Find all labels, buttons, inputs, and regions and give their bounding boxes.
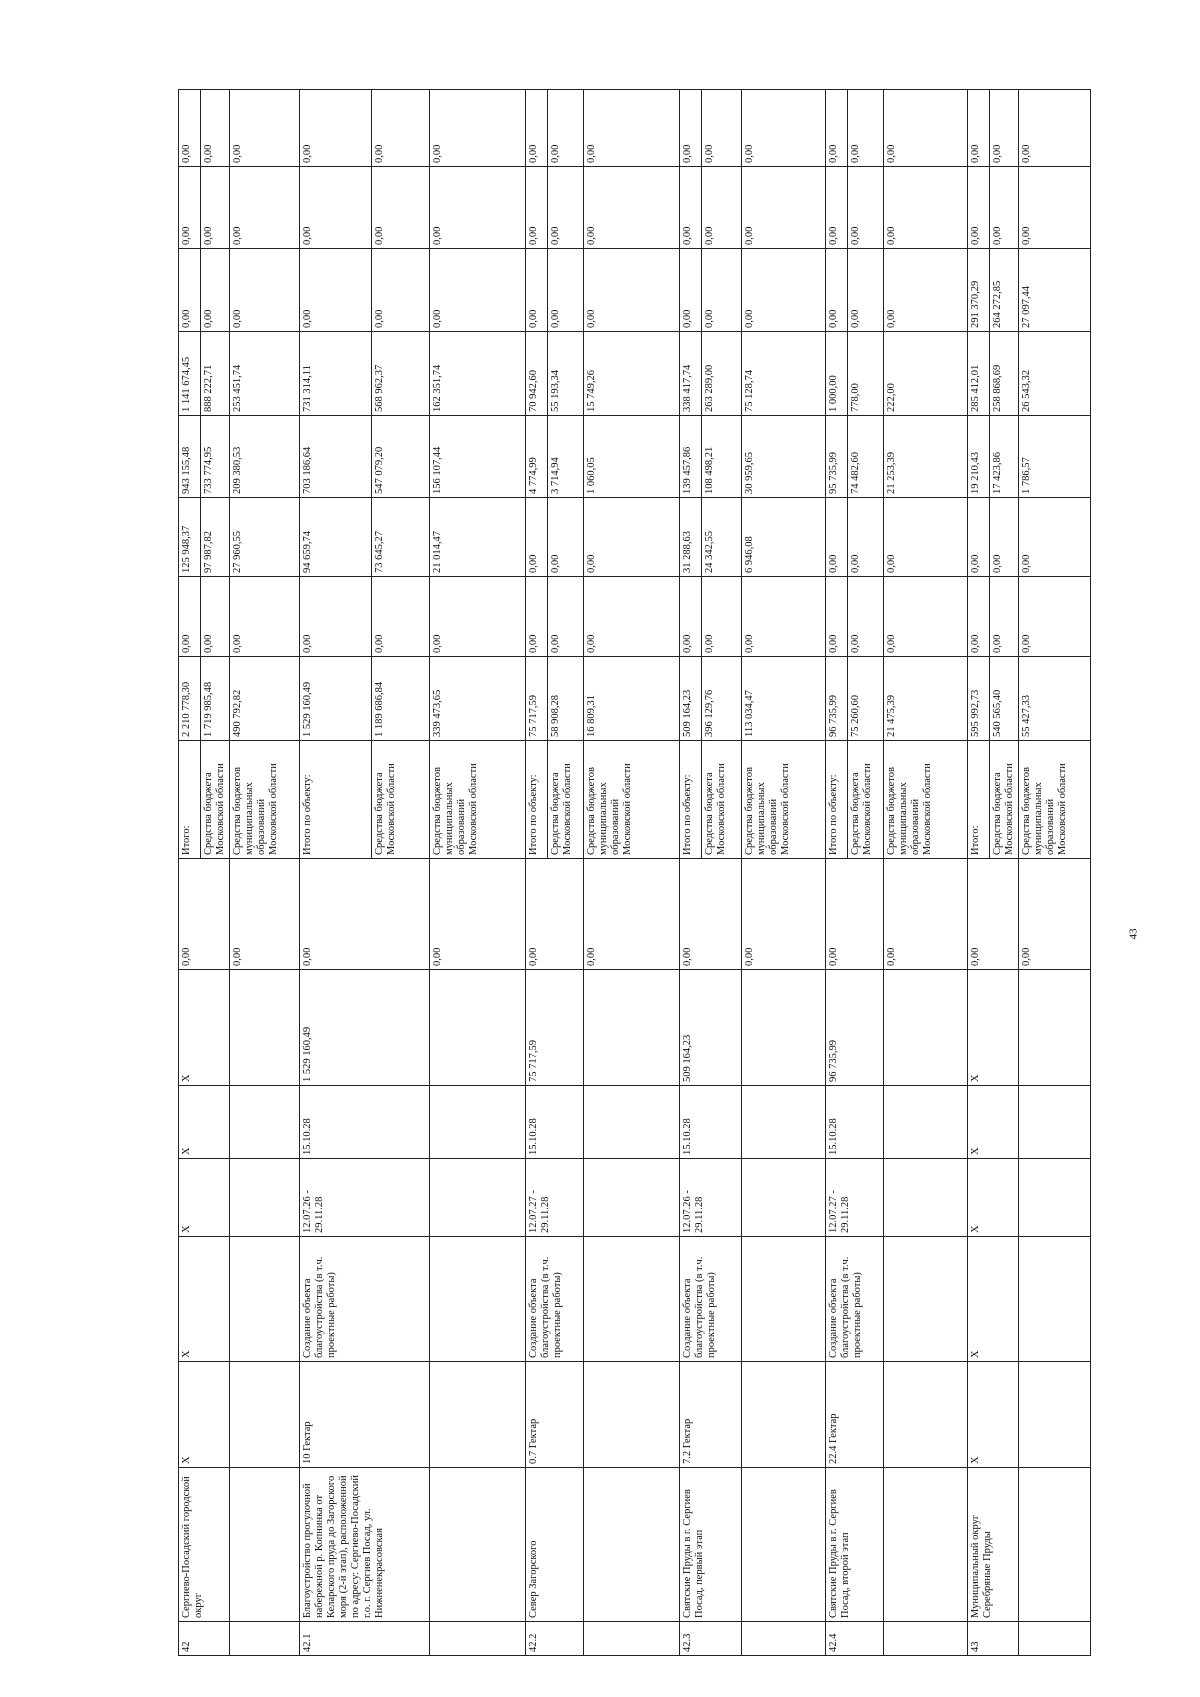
amount-y2: 31 288,63 bbox=[680, 498, 702, 577]
commission-date: 15.10.28 bbox=[526, 1086, 584, 1159]
amount-total: 96 735,99 bbox=[826, 657, 848, 741]
object-name: Святские Пруды в г. Сергиев Посад, второй этап bbox=[826, 1468, 884, 1622]
amount-y6: 0,00 bbox=[680, 167, 702, 249]
amount-y1: 0,00 bbox=[201, 577, 230, 657]
work-type: Создание объекта благоустройства (в т.ч. проектные работы) bbox=[300, 1237, 430, 1362]
object-name: Сергиево-Посадский городской округ bbox=[179, 1468, 230, 1622]
amount-y1: 0,00 bbox=[884, 577, 968, 657]
empty-cell bbox=[742, 1468, 826, 1622]
amount-y1: 0,00 bbox=[1019, 577, 1091, 657]
amount-total: 2 210 778,30 bbox=[179, 657, 201, 741]
row-number: 42.1 bbox=[300, 1622, 430, 1656]
empty-cell bbox=[584, 1622, 680, 1656]
object-name: Святские Пруды в г. Сергиев Посад, первый этап bbox=[680, 1468, 742, 1622]
amount-y3: 209 380,53 bbox=[230, 416, 300, 498]
financed-cell: 0,00 bbox=[179, 859, 230, 970]
table-row bbox=[230, 90, 300, 1656]
empty-cell bbox=[584, 1086, 680, 1159]
commission-date: 15.10.28 bbox=[826, 1086, 884, 1159]
amount-y4: 55 193,34 bbox=[548, 332, 584, 416]
amount-total: 1 529 160,49 bbox=[300, 657, 372, 741]
amount-y3: 4 774,99 bbox=[526, 416, 548, 498]
object-name: Благоустройство прогулочной набережной р. Копнинка от Келарского пруда до Загорского моря (2-й этап), расположенной по адресу: Сергиево-Посадский г.о. г. Сергиев Посад, ул. Нижненекрасовская bbox=[300, 1468, 430, 1622]
financed-cell: 0,00 bbox=[742, 859, 826, 970]
amount-y3: 108 498,21 bbox=[702, 416, 742, 498]
amount-y6: 0,00 bbox=[742, 167, 826, 249]
row-number: 42 bbox=[179, 1622, 230, 1656]
amount-y5: 0,00 bbox=[702, 249, 742, 332]
empty-cell bbox=[230, 1237, 300, 1362]
amount-y7: 0,00 bbox=[1019, 90, 1091, 167]
amount-y5: 0,00 bbox=[826, 249, 848, 332]
amount-y5: 0,00 bbox=[680, 249, 702, 332]
commission-date: Х bbox=[179, 1086, 230, 1159]
object-cost: 96 735,99 bbox=[826, 970, 884, 1086]
work-dates: 12.07.27 - 29.11.28 bbox=[526, 1159, 584, 1237]
row-number: 43 bbox=[968, 1622, 1019, 1656]
funding-source: Средства бюджетов муниципальных образований Московской области bbox=[230, 741, 300, 859]
capacity: 7.2 Гектар bbox=[680, 1362, 742, 1468]
amount-total: 113 034,47 bbox=[742, 657, 826, 741]
amount-y4: 15 749,26 bbox=[584, 332, 680, 416]
row-number: 42.4 bbox=[826, 1622, 884, 1656]
empty-cell bbox=[1019, 1362, 1091, 1468]
amount-y6: 0,00 bbox=[584, 167, 680, 249]
amount-y2: 0,00 bbox=[990, 498, 1019, 577]
empty-cell bbox=[584, 970, 680, 1086]
amount-y3: 17 423,86 bbox=[990, 416, 1019, 498]
amount-y4: 258 868,69 bbox=[990, 332, 1019, 416]
empty-cell bbox=[1019, 1159, 1091, 1237]
amount-y1: 0,00 bbox=[742, 577, 826, 657]
page-number: 43 bbox=[1127, 928, 1140, 940]
financed-cell: 0,00 bbox=[968, 859, 1019, 970]
amount-y7: 0,00 bbox=[526, 90, 548, 167]
capacity: 10 Гектар bbox=[300, 1362, 430, 1468]
capacity: Х bbox=[968, 1362, 1019, 1468]
amount-y6: 0,00 bbox=[990, 167, 1019, 249]
amount-y1: 0,00 bbox=[584, 577, 680, 657]
table-row bbox=[430, 90, 526, 1656]
amount-y5: 0,00 bbox=[430, 249, 526, 332]
amount-y4: 222,00 bbox=[884, 332, 968, 416]
amount-total: 509 164,23 bbox=[680, 657, 702, 741]
amount-y4: 1 000,00 bbox=[826, 332, 848, 416]
empty-cell bbox=[884, 1086, 968, 1159]
funding-source: Итого: bbox=[968, 741, 990, 859]
empty-cell bbox=[1019, 1468, 1091, 1622]
amount-y7: 0,00 bbox=[848, 90, 884, 167]
amount-y4: 75 128,74 bbox=[742, 332, 826, 416]
amount-y1: 0,00 bbox=[968, 577, 990, 657]
work-type: Создание объекта благоустройства (в т.ч. проектные работы) bbox=[526, 1237, 584, 1362]
amount-y1: 0,00 bbox=[826, 577, 848, 657]
object-cost: 1 529 160,49 bbox=[300, 970, 430, 1086]
empty-cell bbox=[884, 1237, 968, 1362]
table-row bbox=[742, 90, 826, 1656]
amount-y7: 0,00 bbox=[990, 90, 1019, 167]
empty-cell bbox=[584, 1159, 680, 1237]
amount-y7: 0,00 bbox=[884, 90, 968, 167]
empty-cell bbox=[430, 1086, 526, 1159]
empty-cell bbox=[742, 1362, 826, 1468]
funding-source: Средства бюджета Московской области bbox=[372, 741, 430, 859]
amount-y4: 162 351,74 bbox=[430, 332, 526, 416]
amount-y3: 139 457,86 bbox=[680, 416, 702, 498]
amount-y3: 1 060,05 bbox=[584, 416, 680, 498]
amount-y2: 94 659,74 bbox=[300, 498, 372, 577]
amount-y6: 0,00 bbox=[430, 167, 526, 249]
amount-y2: 0,00 bbox=[584, 498, 680, 577]
financed-cell: 0,00 bbox=[230, 859, 300, 970]
empty-cell bbox=[742, 1086, 826, 1159]
empty-cell bbox=[230, 1086, 300, 1159]
table-row bbox=[1019, 90, 1091, 1656]
amount-total: 58 908,28 bbox=[548, 657, 584, 741]
table-row bbox=[826, 90, 848, 1656]
empty-cell bbox=[742, 1622, 826, 1656]
amount-y1: 0,00 bbox=[848, 577, 884, 657]
amount-y4: 263 289,00 bbox=[702, 332, 742, 416]
funding-source: Средства бюджетов муниципальных образований Московской области bbox=[584, 741, 680, 859]
amount-y7: 0,00 bbox=[179, 90, 201, 167]
amount-y1: 0,00 bbox=[990, 577, 1019, 657]
object-cost: Х bbox=[968, 970, 1019, 1086]
amount-y6: 0,00 bbox=[300, 167, 372, 249]
amount-y5: 0,00 bbox=[300, 249, 372, 332]
amount-y7: 0,00 bbox=[548, 90, 584, 167]
amount-y4: 26 543,32 bbox=[1019, 332, 1091, 416]
amount-total: 16 809,31 bbox=[584, 657, 680, 741]
financed-cell: 0,00 bbox=[884, 859, 968, 970]
amount-y4: 888 222,71 bbox=[201, 332, 230, 416]
commission-date: 15.10.28 bbox=[680, 1086, 742, 1159]
funding-source: Средства бюджетов муниципальных образований Московской области bbox=[430, 741, 526, 859]
amount-total: 490 792,82 bbox=[230, 657, 300, 741]
empty-cell bbox=[584, 1362, 680, 1468]
amount-y2: 21 014,47 bbox=[430, 498, 526, 577]
object-cost: 75 717,59 bbox=[526, 970, 584, 1086]
table-row bbox=[300, 90, 372, 1656]
amount-y1: 0,00 bbox=[179, 577, 201, 657]
funding-source: Итого по объекту: bbox=[680, 741, 702, 859]
financed-cell: 0,00 bbox=[680, 859, 742, 970]
amount-y2: 0,00 bbox=[548, 498, 584, 577]
empty-cell bbox=[430, 970, 526, 1086]
empty-cell bbox=[742, 1159, 826, 1237]
amount-total: 55 427,33 bbox=[1019, 657, 1091, 741]
amount-y5: 0,00 bbox=[848, 249, 884, 332]
object-name: Север Загорского bbox=[526, 1468, 584, 1622]
empty-cell bbox=[230, 1159, 300, 1237]
empty-cell bbox=[1019, 1086, 1091, 1159]
empty-cell bbox=[884, 1159, 968, 1237]
financed-cell: 0,00 bbox=[526, 859, 584, 970]
funding-source: Средства бюджета Московской области bbox=[990, 741, 1019, 859]
amount-y2: 0,00 bbox=[1019, 498, 1091, 577]
amount-y3: 19 210,43 bbox=[968, 416, 990, 498]
empty-cell bbox=[430, 1622, 526, 1656]
amount-y7: 0,00 bbox=[702, 90, 742, 167]
amount-y7: 0,00 bbox=[430, 90, 526, 167]
amount-y5: 0,00 bbox=[372, 249, 430, 332]
capacity: 22.4 Гектар bbox=[826, 1362, 884, 1468]
amount-y1: 0,00 bbox=[702, 577, 742, 657]
amount-y3: 74 482,60 bbox=[848, 416, 884, 498]
amount-y6: 0,00 bbox=[179, 167, 201, 249]
table-row bbox=[179, 90, 201, 1656]
work-dates: 12.07.27 - 29.11.28 bbox=[826, 1159, 884, 1237]
amount-y5: 0,00 bbox=[526, 249, 548, 332]
financing-table bbox=[178, 89, 1091, 1656]
amount-y2: 125 948,37 bbox=[179, 498, 201, 577]
amount-y5: 27 097,44 bbox=[1019, 249, 1091, 332]
amount-y2: 6 946,08 bbox=[742, 498, 826, 577]
work-dates: 12.07.26 - 29.11.28 bbox=[680, 1159, 742, 1237]
amount-y1: 0,00 bbox=[300, 577, 372, 657]
funding-source: Итого по объекту: bbox=[300, 741, 372, 859]
amount-y7: 0,00 bbox=[300, 90, 372, 167]
amount-y5: 0,00 bbox=[201, 249, 230, 332]
funding-source: Средства бюджетов муниципальных образований Московской области bbox=[1019, 741, 1091, 859]
amount-y5: 264 272,85 bbox=[990, 249, 1019, 332]
amount-y3: 95 735,99 bbox=[826, 416, 848, 498]
work-dates: 12.07.26 - 29.11.28 bbox=[300, 1159, 430, 1237]
empty-cell bbox=[1019, 970, 1091, 1086]
empty-cell bbox=[230, 1622, 300, 1656]
empty-cell bbox=[884, 1468, 968, 1622]
empty-cell bbox=[884, 970, 968, 1086]
amount-y3: 21 253,39 bbox=[884, 416, 968, 498]
empty-cell bbox=[884, 1362, 968, 1468]
amount-y6: 0,00 bbox=[968, 167, 990, 249]
amount-y4: 70 942,60 bbox=[526, 332, 548, 416]
amount-y2: 0,00 bbox=[526, 498, 548, 577]
amount-y6: 0,00 bbox=[826, 167, 848, 249]
amount-y4: 1 141 674,45 bbox=[179, 332, 201, 416]
object-cost: Х bbox=[179, 970, 230, 1086]
amount-y5: 0,00 bbox=[742, 249, 826, 332]
commission-date: 15.10.28 bbox=[300, 1086, 430, 1159]
amount-y6: 0,00 bbox=[230, 167, 300, 249]
amount-y7: 0,00 bbox=[680, 90, 702, 167]
table-row bbox=[584, 90, 680, 1656]
funding-source: Средства бюджета Московской области bbox=[848, 741, 884, 859]
financed-cell: 0,00 bbox=[584, 859, 680, 970]
empty-cell bbox=[230, 1468, 300, 1622]
amount-y1: 0,00 bbox=[430, 577, 526, 657]
table-row bbox=[526, 90, 548, 1656]
amount-y1: 0,00 bbox=[372, 577, 430, 657]
amount-y5: 0,00 bbox=[884, 249, 968, 332]
amount-y5: 0,00 bbox=[584, 249, 680, 332]
funding-source: Средства бюджетов муниципальных образований Московской области bbox=[742, 741, 826, 859]
capacity: Х bbox=[179, 1362, 230, 1468]
amount-y1: 0,00 bbox=[548, 577, 584, 657]
financed-cell: 0,00 bbox=[300, 859, 430, 970]
amount-y3: 156 107,44 bbox=[430, 416, 526, 498]
amount-y6: 0,00 bbox=[526, 167, 548, 249]
work-type: Создание объекта благоустройства (в т.ч. проектные работы) bbox=[680, 1237, 742, 1362]
funding-source: Средства бюджета Московской области bbox=[201, 741, 230, 859]
amount-y1: 0,00 bbox=[680, 577, 702, 657]
amount-total: 75 717,59 bbox=[526, 657, 548, 741]
funding-source: Средства бюджета Московской области bbox=[702, 741, 742, 859]
empty-cell bbox=[742, 1237, 826, 1362]
work-dates: Х bbox=[179, 1159, 230, 1237]
amount-y2: 97 987,82 bbox=[201, 498, 230, 577]
empty-cell bbox=[230, 1362, 300, 1468]
empty-cell bbox=[430, 1237, 526, 1362]
funding-source: Итого по объекту: bbox=[826, 741, 848, 859]
amount-y2: 24 342,55 bbox=[702, 498, 742, 577]
amount-total: 1 719 985,48 bbox=[201, 657, 230, 741]
amount-y3: 1 786,57 bbox=[1019, 416, 1091, 498]
amount-total: 1 189 686,84 bbox=[372, 657, 430, 741]
empty-cell bbox=[884, 1622, 968, 1656]
amount-y3: 703 186,64 bbox=[300, 416, 372, 498]
amount-y2: 27 960,55 bbox=[230, 498, 300, 577]
amount-y7: 0,00 bbox=[826, 90, 848, 167]
financed-cell: 0,00 bbox=[430, 859, 526, 970]
table-row bbox=[968, 90, 990, 1656]
amount-y4: 568 962,37 bbox=[372, 332, 430, 416]
amount-y1: 0,00 bbox=[230, 577, 300, 657]
table-row bbox=[680, 90, 702, 1656]
amount-y1: 0,00 bbox=[526, 577, 548, 657]
amount-y4: 731 314,11 bbox=[300, 332, 372, 416]
amount-y5: 0,00 bbox=[179, 249, 201, 332]
funding-source: Итого: bbox=[179, 741, 201, 859]
work-type: Х bbox=[968, 1237, 1019, 1362]
amount-y7: 0,00 bbox=[372, 90, 430, 167]
amount-y7: 0,00 bbox=[201, 90, 230, 167]
amount-y3: 943 155,48 bbox=[179, 416, 201, 498]
empty-cell bbox=[742, 970, 826, 1086]
amount-y2: 73 645,27 bbox=[372, 498, 430, 577]
financed-cell: 0,00 bbox=[826, 859, 884, 970]
amount-y5: 291 370,29 bbox=[968, 249, 990, 332]
table-row bbox=[884, 90, 968, 1656]
funding-source: Средства бюджетов муниципальных образований Московской области bbox=[884, 741, 968, 859]
amount-total: 339 473,65 bbox=[430, 657, 526, 741]
work-dates: Х bbox=[968, 1159, 1019, 1237]
row-number: 42.2 bbox=[526, 1622, 584, 1656]
amount-y5: 0,00 bbox=[548, 249, 584, 332]
amount-total: 595 992,73 bbox=[968, 657, 990, 741]
amount-y3: 30 959,65 bbox=[742, 416, 826, 498]
funding-source: Итого по объекту: bbox=[526, 741, 548, 859]
amount-y4: 253 451,74 bbox=[230, 332, 300, 416]
work-type: Х bbox=[179, 1237, 230, 1362]
empty-cell bbox=[230, 970, 300, 1086]
amount-y6: 0,00 bbox=[702, 167, 742, 249]
empty-cell bbox=[584, 1468, 680, 1622]
empty-cell bbox=[430, 1362, 526, 1468]
amount-y2: 0,00 bbox=[884, 498, 968, 577]
empty-cell bbox=[430, 1468, 526, 1622]
amount-y6: 0,00 bbox=[884, 167, 968, 249]
amount-y6: 0,00 bbox=[372, 167, 430, 249]
amount-y2: 0,00 bbox=[826, 498, 848, 577]
financed-cell: 0,00 bbox=[1019, 859, 1091, 970]
amount-total: 396 129,76 bbox=[702, 657, 742, 741]
empty-cell bbox=[1019, 1622, 1091, 1656]
amount-y6: 0,00 bbox=[1019, 167, 1091, 249]
funding-source: Средства бюджета Московской области bbox=[548, 741, 584, 859]
empty-cell bbox=[430, 1159, 526, 1237]
amount-total: 540 565,40 bbox=[990, 657, 1019, 741]
amount-y3: 733 774,95 bbox=[201, 416, 230, 498]
amount-y5: 0,00 bbox=[230, 249, 300, 332]
amount-y7: 0,00 bbox=[742, 90, 826, 167]
work-type: Создание объекта благоустройства (в т.ч. проектные работы) bbox=[826, 1237, 884, 1362]
rotated-page-content bbox=[178, 90, 1068, 1656]
row-number: 42.3 bbox=[680, 1622, 742, 1656]
capacity: 0.7 Гектар bbox=[526, 1362, 584, 1468]
amount-y3: 547 079,20 bbox=[372, 416, 430, 498]
empty-cell bbox=[584, 1237, 680, 1362]
amount-y6: 0,00 bbox=[201, 167, 230, 249]
amount-y4: 338 417,74 bbox=[680, 332, 702, 416]
amount-total: 75 260,60 bbox=[848, 657, 884, 741]
amount-y7: 0,00 bbox=[230, 90, 300, 167]
amount-y4: 285 412,01 bbox=[968, 332, 990, 416]
empty-cell bbox=[1019, 1237, 1091, 1362]
object-cost: 509 164,23 bbox=[680, 970, 742, 1086]
amount-y7: 0,00 bbox=[968, 90, 990, 167]
amount-y2: 0,00 bbox=[848, 498, 884, 577]
amount-total: 21 475,39 bbox=[884, 657, 968, 741]
object-name: Муниципальный округ Серебряные Пруды bbox=[968, 1468, 1019, 1622]
amount-y6: 0,00 bbox=[548, 167, 584, 249]
amount-y4: 778,00 bbox=[848, 332, 884, 416]
amount-y3: 3 714,94 bbox=[548, 416, 584, 498]
amount-y2: 0,00 bbox=[968, 498, 990, 577]
commission-date: Х bbox=[968, 1086, 1019, 1159]
amount-y7: 0,00 bbox=[584, 90, 680, 167]
amount-y6: 0,00 bbox=[848, 167, 884, 249]
